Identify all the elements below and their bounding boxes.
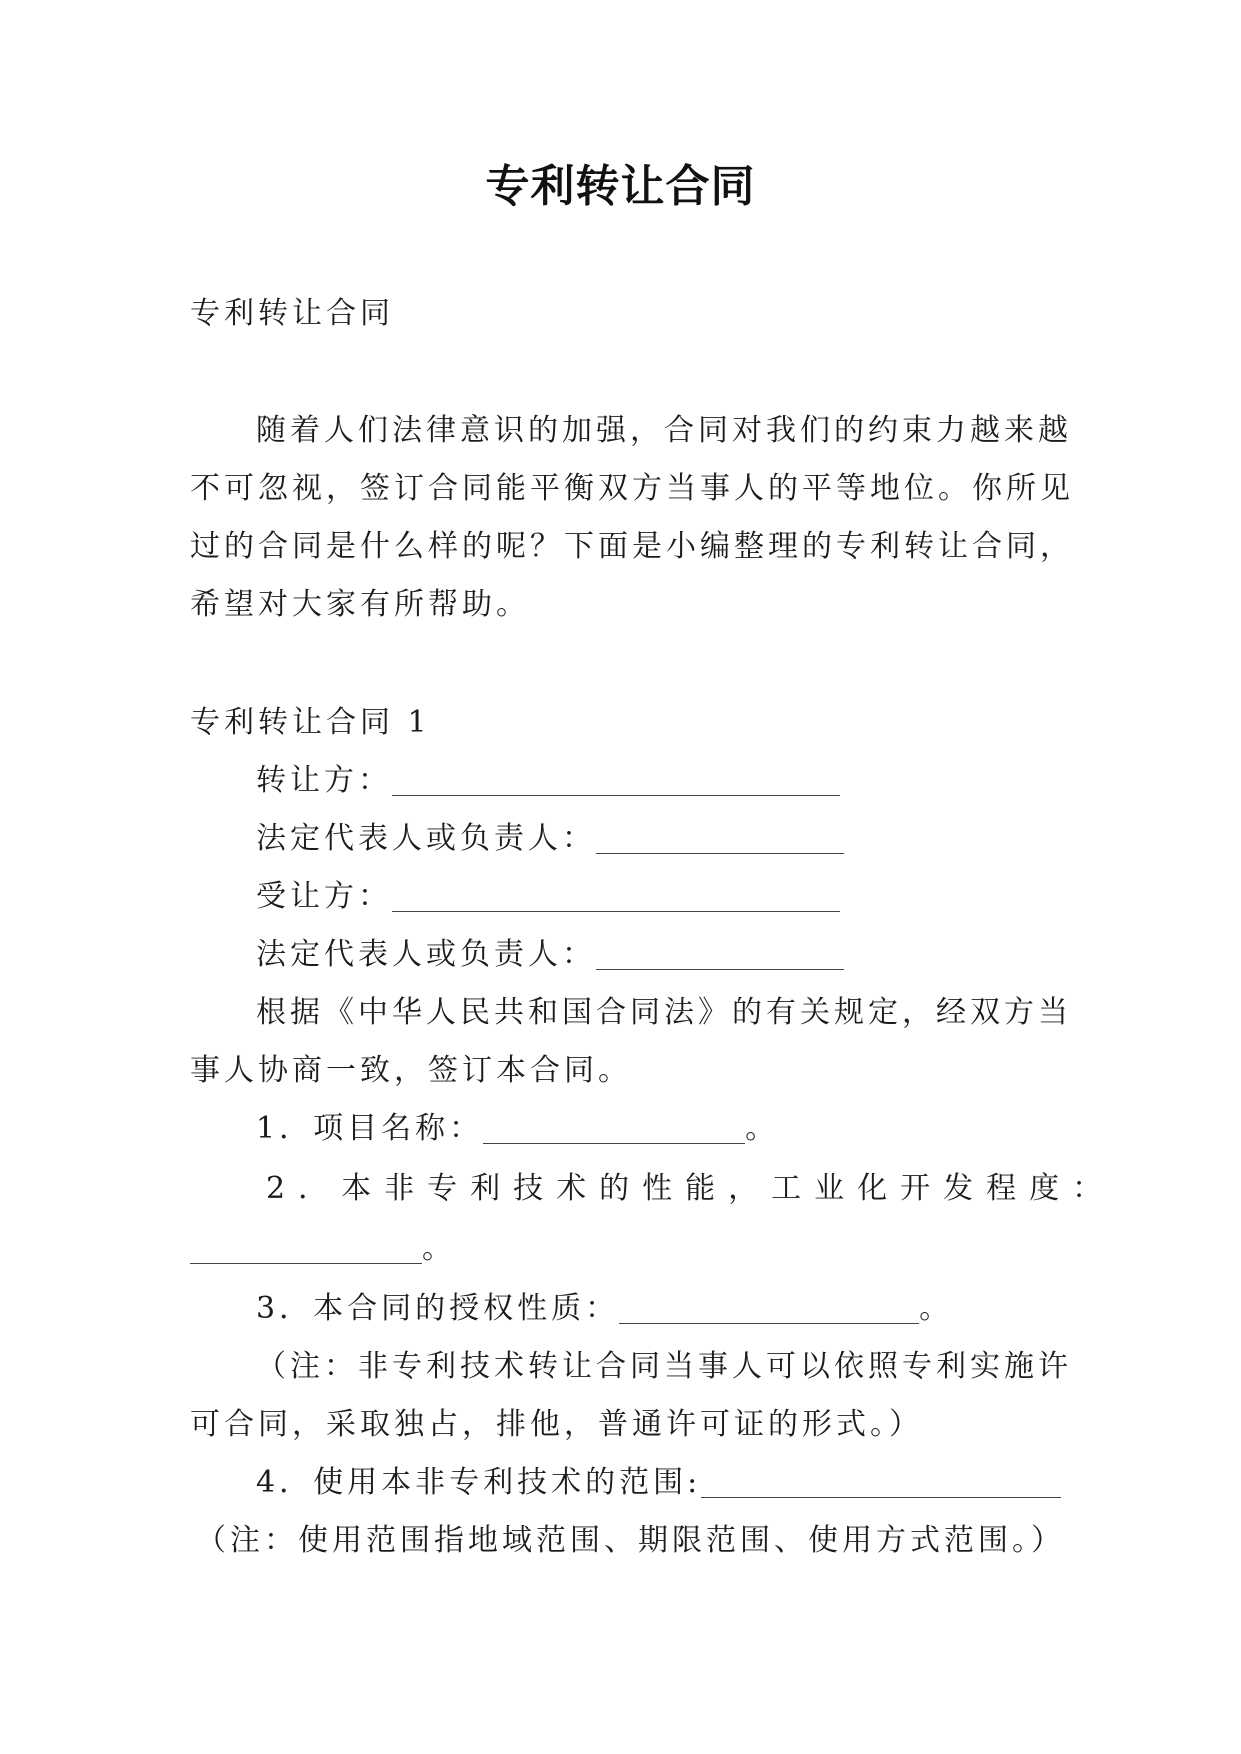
clause-1-label: 1．项目名称：: [256, 1111, 484, 1146]
clause-3-end: 。: [919, 1291, 954, 1326]
transferee-rep-blank: [596, 939, 844, 970]
clause-2-end: 。: [422, 1231, 456, 1266]
transferor-row: [256, 761, 840, 801]
transferor-rep-blank: [596, 823, 844, 854]
clause-4-row: [256, 1463, 1061, 1503]
clause-3-label: 3．本合同的授权性质：: [256, 1291, 620, 1326]
transferor-rep-label: 法定代表人或负责人：: [256, 821, 596, 856]
intro-line-3: 过的合同是什么样的呢？下面是小编整理的专利转让合同，: [190, 529, 1074, 564]
clause-1-row: [256, 1109, 779, 1149]
document-title: 专利转让合同: [485, 161, 756, 212]
clause-1-end: 。: [745, 1111, 780, 1146]
transferee-rep-label: 法定代表人或负责人：: [256, 937, 596, 972]
clause-4-note: （注：使用范围指地域范围、期限范围、使用方式范围。）: [196, 1523, 1065, 1558]
clause-3-note-line-1: （注：非专利技术转让合同当事人可以依照专利实施许: [256, 1349, 1072, 1384]
clause-1-blank: [483, 1113, 745, 1144]
transferee-row: [256, 877, 840, 917]
basis-line-1: 根据《中华人民共和国合同法》的有关规定，经双方当: [256, 995, 1072, 1030]
transferor-rep-row: [256, 819, 844, 859]
intro-line-2: 不可忽视，签订合同能平衡双方当事人的平等地位。你所见: [190, 471, 1074, 506]
clause-3-note-line-2: 可合同，采取独占，排他，普通许可证的形式。）: [190, 1407, 923, 1442]
clause-4-blank: [701, 1467, 1061, 1498]
clause-2-blank-row: [190, 1229, 456, 1269]
document-subtitle: 专利转让合同: [190, 296, 394, 331]
transferee-blank: [392, 881, 840, 912]
transferor-label: 转让方：: [256, 763, 392, 798]
intro-line-4: 希望对大家有所帮助。: [190, 587, 530, 622]
transferee-label: 受让方：: [256, 879, 392, 914]
clause-4-label: 4．使用本非专利技术的范围:: [256, 1465, 702, 1500]
clause-3-row: [256, 1289, 953, 1329]
basis-line-2: 事人协商一致，签订本合同。: [190, 1053, 632, 1088]
clause-3-blank: [619, 1293, 919, 1324]
transferee-rep-row: [256, 935, 844, 975]
transferor-blank: [392, 765, 840, 796]
section-heading: 专利转让合同 1: [190, 705, 431, 740]
intro-line-1: 随着人们法律意识的加强，合同对我们的约束力越来越: [256, 413, 1072, 448]
clause-2-blank: [190, 1233, 422, 1264]
clause-2-label: 2．本非专利技术的性能，工业化开发程度：: [266, 1171, 1116, 1206]
